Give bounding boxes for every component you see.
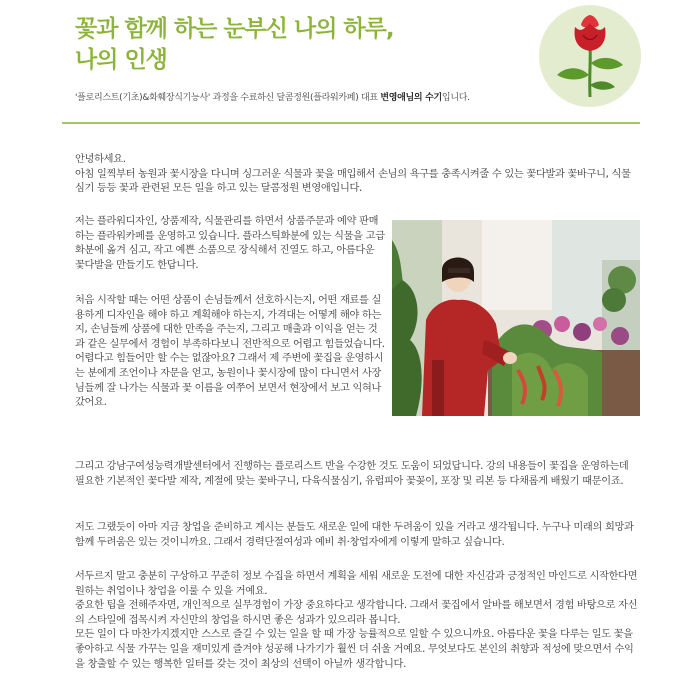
shop-photo	[392, 220, 640, 416]
page-title	[75, 14, 394, 76]
header-divider	[62, 122, 640, 124]
subtitle-end: 입니다.	[441, 93, 470, 103]
beginnings-paragraph-block	[75, 294, 385, 411]
intro-block	[75, 153, 640, 197]
beginnings-paragraph: 처음 시작할 때는 어떤 상품이 손님들께서 선호하시는지, 어떤 재료를 실용하게 디자인을 해야 하고 계획해야 하는지, 가격대는 어떻게 해야 하는지, 손님들께 상품에 대한 만족을 주는지, 그리고 매출과 이익을 얻는 것과 같은 실무에서 경험이 부족하다보니 전반적으로 어렵고 힘들었습니다. 어렵다고 힘들어만 할 수는 없잖아요? 그래서 제 주변에 꽃집을 운영하시는 분에게 조언이나 자문을 얻고, 농원이나 꽃시장에 많이 다니면서 사장님들께 잘 나가는 식물과 꽃 이름을 여쭈어 보면서 현장에서 보고 익혀나갔어요.	[75, 295, 385, 409]
planning-paragraph: 서두르지 말고 충분히 구상하고 꾸준히 정보 수집을 하면서 계획을 세워 새로운 도전에 대한 자신감과 긍정적인 마인드로 시작한다면 원하는 취업이나 창업을 이룰 수 있을 거예요.	[75, 571, 638, 597]
rose-logo	[539, 5, 641, 107]
greeting: 안녕하세요.	[75, 154, 126, 165]
business-paragraph-block	[75, 215, 385, 273]
subtitle-intro: '플로리스트(기초)&화훼장식기능사' 과정을 수료하신 달콤정원(플라워카페) 대표	[75, 93, 381, 103]
subtitle	[75, 90, 470, 103]
tip-paragraph: 중요한 팁을 전해주자면, 개인적으로 실무경험이 가장 중요하다고 생각합니다. 그래서 꽃집에서 알바를 해보면서 경험 바탕으로 자신의 스타일에 접목시켜 자신만의 창업을 하시면 좋은 성과가 있으리라 봅니다.	[75, 600, 638, 626]
business-paragraph: 저는 플라워디자인, 상품제작, 식물관리를 하면서 상품주문과 예약 판매하는 플라워카페를 운영하고 있습니다. 플라스틱화분에 있는 식물을 고급화분에 옮겨 심고, 작고 예쁜 소품으로 장식해서 진열도 하고, 아름다운 꽃다발을 만들기도 한답니다.	[75, 216, 385, 271]
class-paragraph-block	[75, 460, 640, 489]
rose-icon	[539, 5, 641, 107]
advice-intro-block	[75, 521, 640, 550]
title-line-1: 꽃과 함께 하는 눈부신 나의 하루,	[75, 16, 394, 42]
subtitle-author: 변영애님의 수기	[380, 93, 442, 103]
intro-paragraph: 아침 일찍부터 농원과 꽃시장을 다니며 싱그러운 식물과 꽃을 매입해서 손님의 욕구를 충족시켜줄 수 있는 꽃다발과 꽃바구니, 식물심기 등등 꽃과 관련된 모든 일을 하고 있는 달콤정원 변영애입니다.	[75, 168, 631, 195]
class-paragraph: 그리고 강남구여성능력개발센터에서 진행하는 플로리스트 반을 수강한 것도 도움이 되었답니다. 강의 내용들이 꽃집을 운영하는데 필요한 기본적인 꽃다발 제작, 계절에 맞는 꽃바구니, 다육식물심기, 유럽피아 꽃꽂이, 포장 및 리본 등 다채롭게 배웠기 때문이죠.	[75, 461, 629, 487]
enjoyment-paragraph: 모든 일이 다 마찬가지겠지만 스스로 즐길 수 있는 일을 할 때 가장 능률적으로 일할 수 있으니까요. 아름다운 꽃을 다루는 일도 꽃을 좋아하고 식물 가꾸는 일을 재미있게 즐겨야 성공해 나가기가 훨씬 더 쉬울 거예요. 무엇보다도 본인의 취향과 적성에 맞으면서 수익을 창출할 수 있는 행복한 일터를 갖는 것이 최상의 선택이 아닐까 생각합니다.	[75, 629, 634, 670]
florist-photo-illustration	[392, 220, 640, 416]
title-line-2: 나의 인생	[75, 47, 167, 73]
advice-intro-paragraph: 저도 그랬듯이 아마 지금 창업을 준비하고 계시는 분들도 새로운 일에 대한 두려움이 있을 거라고 생각됩니다. 누구나 미래의 희망과 함께 두려움은 있는 것이니까요. 그래서 경력단절여성과 예비 취·창업자에게 이렇게 말하고 싶습니다.	[75, 522, 634, 548]
closing-block	[75, 570, 640, 672]
